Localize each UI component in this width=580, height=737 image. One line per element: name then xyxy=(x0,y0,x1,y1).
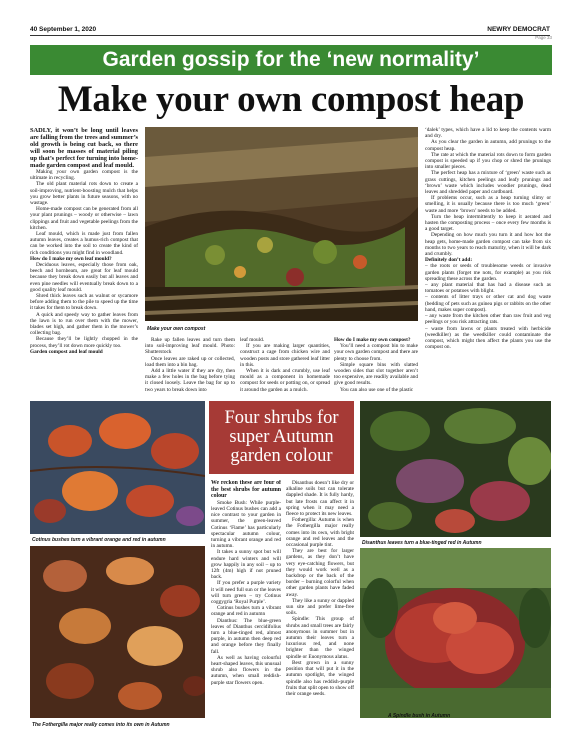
paragraph: The old plant material rots down to create a soil-improving, nutrient-boosting mulch that helps you grow better plants in future seasons, with no wastage. xyxy=(30,181,138,207)
paragraph: If you prefer a purple variety it will need full sun or the leaves will turn green – try Cotinus coggygria ‘Royal Purple’. xyxy=(211,580,281,606)
cotinus-photo xyxy=(30,401,205,534)
paragraph: The perfect heap has a mixture of ‘green’ waste such as grass cuttings, kitchen peelings and leafy prunings and ‘brown’ waste which includes woodier prunings, dead leaves and shredded paper and cardboard. xyxy=(425,170,551,196)
paragraph: When it is dark and crumbly, use leaf mould as a component in homemade compost for seeds or potting on, or spread it around the garden as a mulch. xyxy=(240,368,330,393)
paragraph: A quick and speedy way to gather leaves from the lawn is to run over them with the mower, blades set high, and gather them in the mower’s collecting bag. xyxy=(30,311,138,337)
paragraph: Depending on how much you turn it and how hot the heap gets, home-made garden compost can take from six months to two years to reach maturity, when it will be dark and crumbly. xyxy=(425,232,551,258)
compost-photo-caption: Make your own compost xyxy=(147,326,206,332)
paragraph: They are best for larger gardens, as they don’t have very eye-catching flowers, but they would work well as a backdrop or the back of the border – burning colorful when other garden plants have faded away. xyxy=(286,548,354,598)
compost-column-4 xyxy=(334,337,418,399)
paragraph: Best grown in a sunny position that will put it in the autumn spotlight, the winged spindle also has reddish-purple fruits that split open to show off their orange seeds. xyxy=(286,659,354,697)
paragraph: If problems occur, such as a heap turning slimy or smelling, it is usually because there is too much ‘green’ waste and more ‘brown’ needs to be added. xyxy=(425,195,551,214)
paragraph: As you clear the garden in autumn, add prunings to the compost heap. xyxy=(425,139,551,152)
paragraph: Smoke Bush: While purple-leaved Cotinus bushes can add a nice contrast to your garden in summer, the green-leaved Cotinus ‘Flame’ has particularly spectacular autumn colour, turning a vibrant orange and red in autumn. xyxy=(211,499,281,550)
compost-column-2 xyxy=(145,337,235,399)
paragraph: If you are making larger quantities, construct a cage from chicken wire and wooden posts and store gathered leaf litter in this. xyxy=(240,343,330,368)
paragraph: You can also use one of the plastic xyxy=(340,386,414,393)
shrubs-column-2 xyxy=(286,480,354,718)
fothergilla-photo xyxy=(30,546,205,718)
compost-column-1 xyxy=(30,127,138,395)
paragraph: Home-made compost can be generated from all your plant prunings – woody or otherwise – lawn clippings and fruit and vegetable peelings from the kitchen. xyxy=(30,206,138,231)
paragraph: – any plant material that has had a disease such as tomatoes or potatoes with blight. xyxy=(425,282,551,295)
subheading: How do I make my own leaf mould? xyxy=(30,255,112,262)
paragraph: Turn the heap intermittently to keep it aerated and hasten the composting process – once every few months is a good target. xyxy=(425,213,551,233)
shrubs-title: Four shrubs for super Autumn garden colour xyxy=(224,408,339,466)
paragraph: Because they’ll be lightly chopped in the process, they’ll rot down more quickly too. xyxy=(30,336,138,349)
spindle-caption: A Spindle bush in Autumn xyxy=(388,713,451,719)
paragraph: Deciduous leaves, especially those from oak, beech and hornbeam, are great for leaf mould because they break down easily but all leaves and even pine needles will eventually break down to a good quality leaf mould. xyxy=(30,262,138,293)
compost-bin-photo xyxy=(145,127,418,321)
article-lead: SADLY, it won’t be long until leaves are falling from the trees and summer’s old growth is being cut back, so there will soon be masses of material piling up that’s perfect for turning into home-made garden compost and leaf mould. xyxy=(30,127,138,169)
paragraph: Rake up fallen leaves and turn them into soil-improving leaf mould. Photo: Shutterstock xyxy=(145,337,235,356)
paragraph: – waste from lawns or plants treated with herbicide (weedkiller) as the weedkiller could contaminate the compost, which might then affect the plants you use the compost on. xyxy=(425,325,551,351)
paragraph: Simple square bins with slatted wooden sides that slot together aren’t too expensive, are readily available and give good results. xyxy=(334,361,418,387)
disanthus-photo xyxy=(360,401,551,537)
publication-name: NEWRY DEMOCRAT xyxy=(487,26,550,33)
paragraph: – contents of litter trays or other cat and dog waste (bedding of pets such as guinea pigs or rabbits on the other hand, makes super compost). xyxy=(425,294,551,313)
page-date: 40 September 1, 2020 xyxy=(30,26,97,33)
paragraph: Once leaves are raked up or collected, load them into a bin bag. xyxy=(145,355,235,368)
page-header xyxy=(30,26,552,40)
paragraph: You’ll need a compost bin to make your own garden compost and there are plenty to choose from. xyxy=(334,343,418,362)
subheading: How do I make my own compost? xyxy=(334,337,411,343)
paragraph: Dianthus: The blue-green leaves of Dianthus cercidifolius turn a blue-tinged red, almost purple, in autumn then deep red and orange before they finally fall. xyxy=(211,617,281,655)
shrubs-column-1 xyxy=(211,480,281,718)
fothergilla-caption: The Fothergilla major really comes into its own in Autumn xyxy=(32,722,170,728)
paragraph: They like a sunny or dappled sun site and prefer lime-free soils. xyxy=(286,597,354,617)
paragraph: Add a little water if they are dry, then make a few holes in the bag before tying it closed loosely. Leave the bag for up to two years to break down into xyxy=(145,368,235,393)
page-number: Page 33 xyxy=(535,35,552,40)
paragraph: The rate at which the material rots down to form garden compost is speeded up if you chop or shred the prunings into smaller pieces. xyxy=(425,151,551,171)
paragraph: Cotinus bushes turn a vibrant orange and red in autumn xyxy=(211,605,281,618)
paragraph: Shred thick leaves such as walnut or sycamore before adding them to the pile to speed up the time it takes for them to break down. xyxy=(30,293,138,312)
paragraph: ‘dalek’ types, which have a lid to keep the contents warm and dry. xyxy=(425,127,551,140)
subheading: Definitely don’t add: xyxy=(425,257,473,264)
shrubs-title-box xyxy=(209,401,354,474)
disanthus-caption: Disanthus leaves turn a blue-tinged red in Autumn xyxy=(362,540,482,546)
banner-title: Garden gossip for the ‘new normality’ xyxy=(102,48,480,71)
paragraph: As well as having colourful heart-shaped leaves, this unusual shrub also flowers in the autumn, when small reddish-purple star flowers open. xyxy=(211,654,281,686)
cotinus-caption: Cotinus bushes turn a vibrant orange and red in autumn xyxy=(32,537,166,543)
paragraph: – any waste from the kitchen other than raw fruit and veg peelings or you risk attracting rats. xyxy=(425,313,551,326)
paragraph: Leaf mould, which is made just from fallen autumn leaves, creates a humus-rich compost that can be worked into the soil to create the kind of rich conditions you might find in woodland. xyxy=(30,231,138,256)
paragraph: Disanthus doesn’t like dry or alkaline soils but can tolerate dappled shade. It is fully hardy, but late frosts can affect it in spring when it may need a fleece to protect its new leaves. xyxy=(286,480,354,518)
subheading: Garden compost and leaf mould xyxy=(30,348,103,355)
paragraph: – the roots or seeds of troublesome weeds or invasive garden plants (forget me nots, for example) as you risk spreading these across the garden. xyxy=(425,263,551,282)
paragraph: Spindle: This group of shrubs and small trees are fairly anonymous in summer but in autumn their leaves turn a luxurious red, and none brighter than the winged spindle or Euonymous alatus. xyxy=(286,616,354,660)
spindle-photo xyxy=(360,548,551,718)
headline: Make your own compost heap xyxy=(57,79,525,120)
compost-column-3 xyxy=(240,337,330,399)
compost-column-5 xyxy=(425,127,551,397)
shrubs-lead: We reckon these are four of the best shrubs for autumn colour xyxy=(211,480,281,500)
paragraph: It takes a sunny spot but will endure hard winters and will grow happily in any soil – up to 12ft (4m) high if not pruned back. xyxy=(211,549,281,581)
paragraph: Fothergilla: Autumn is when the Fothergilla major really comes into its own, with bright orange and red leaves and the occasional purple tint. xyxy=(286,517,354,549)
section-banner xyxy=(30,45,552,75)
paragraph: leaf mould. xyxy=(240,337,265,343)
paragraph: Making your own garden compost is the ultimate in recycling. xyxy=(30,169,138,182)
